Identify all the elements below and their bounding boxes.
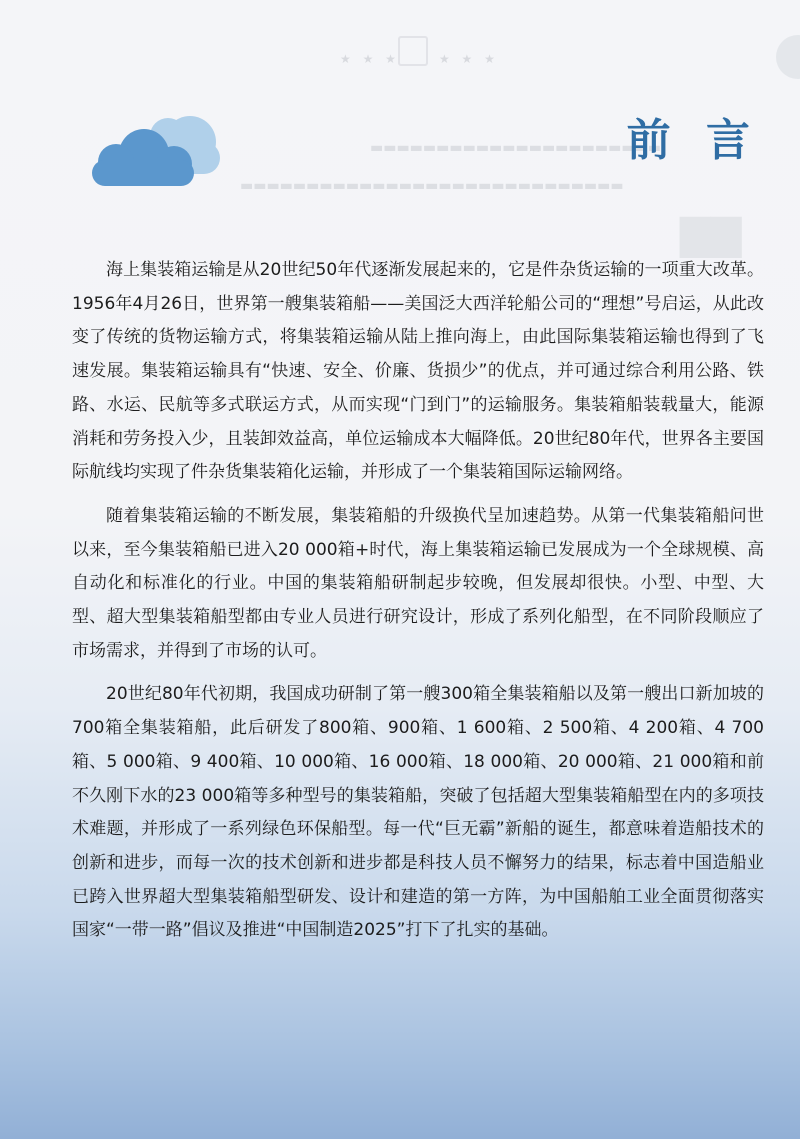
paragraph: 海上集装箱运输是从20世纪50年代逐渐发展起来的，它是件杂货运输的一项重大改革。1956年4月26日，世界第一艘集装箱船——美国泛大西洋轮船公司的“理想”号启运，从此改变了传统的货物运输方式，将集装箱运输从陆上推向海上，由此国际集装箱运输也得到了飞速发展。集装箱运输具有“快速、安全、价廉、货损少”的优点，并可通过综合利用公路、铁路、水运、民航等多式联运方式，从而实现“门到门”的运输服务。集装箱船装载量大，能源消耗和劳务投入少，且装卸效益高，单位运输成本大幅降低。20世纪80年代，世界各主要国际航线均实现了件杂货集装箱化运输，并形成了一个集装箱国际运输网络。 xyxy=(72,260,764,483)
paragraph: 20世纪80年代初期，我国成功研制了第一艘300箱全集装箱船以及第一艘出口新加坡的700箱全集装箱船，此后研发了800箱、900箱、1 600箱、2 500箱、4 200箱、4 700箱、5 000箱、9 400箱、10 000箱、16 000箱、18 000箱、20 000箱、21 000箱和前不久刚下水的23 000箱等多种型号的集装箱船，突破了包括超大型集装箱船型在内的多项技术难题，并形成了一系列绿色环保船型。每一代“巨无霸”新船的诞生，都意味着造船技术的创新和进步，而每一次的技术创新和进步都是科技人员不懈努力的结果，标志着中国造船业已跨入世界超大型集装箱船型研发、设计和建造的第一方阵，为中国船舶工业全面贯彻落实国家“一带一路”倡议及推进“中国制造2025”打下了扎实的基础。 xyxy=(72,684,764,941)
show-through-box-decoration xyxy=(398,36,428,66)
body-text xyxy=(72,254,764,958)
page-title: 前 言 xyxy=(626,115,760,166)
show-through-text-decoration: ▬▬▬▬▬▬▬▬▬▬▬▬▬▬▬▬▬▬▬▬▬▬▬▬▬▬▬▬▬ xyxy=(240,178,624,194)
cloud-icon xyxy=(86,106,226,190)
show-through-circle-decoration xyxy=(776,35,800,79)
paragraph: 随着集装箱运输的不断发展，集装箱船的升级换代呈加速趋势。从第一代集装箱船问世以来，至今集装箱船已进入20 000箱+时代，海上集装箱运输已发展成为一个全球规模、高自动化和标准化的行业。中国的集装箱船研制起步较晚，但发展却很快。小型、中型、大型、超大型集装箱船型都由专业人员进行研究设计，形成了系列化船型，在不同阶段顺应了市场需求，并得到了市场的认可。 xyxy=(72,505,764,661)
show-through-text-decoration: ▬▬▬▬▬▬▬▬▬▬▬▬▬▬▬▬▬▬▬▬▬▬ xyxy=(370,140,662,156)
show-through-heading-decoration: ▇▇ xyxy=(680,212,742,258)
show-through-stars-decoration: ★ ★ ★ ★ ★ ★ xyxy=(340,52,499,66)
